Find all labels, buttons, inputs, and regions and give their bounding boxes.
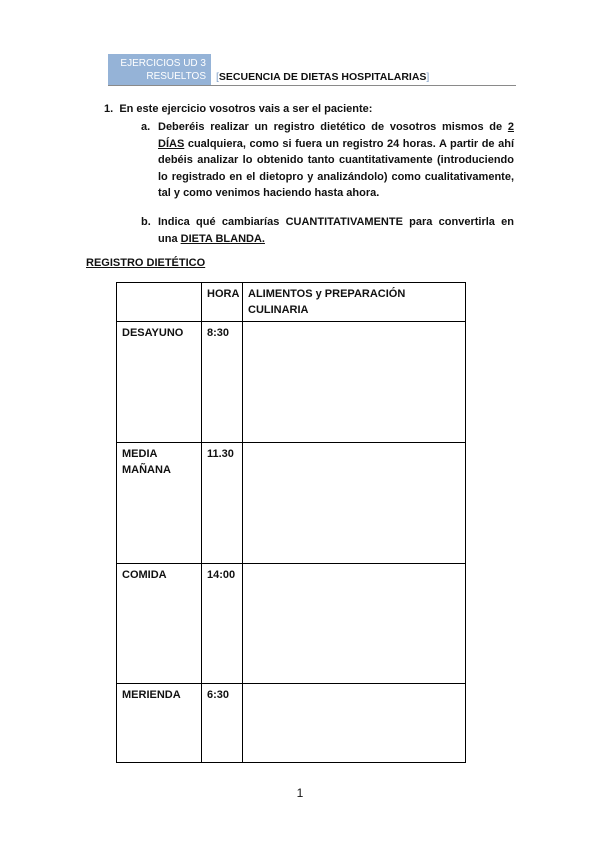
header-cell-meal	[117, 283, 202, 322]
header-box-line2: RESUELTOS	[146, 71, 206, 82]
foods-cell[interactable]	[243, 322, 466, 443]
header-box-line1: EJERCICIOS UD 3	[120, 58, 206, 69]
page-number: 1	[296, 786, 304, 800]
subquestion-a	[141, 119, 514, 202]
time-cell: 14:00	[202, 564, 243, 684]
table-header-row	[117, 283, 466, 322]
table-row	[117, 564, 466, 684]
time-cell: 8:30	[202, 322, 243, 443]
header-cell-time: HORA	[202, 283, 243, 322]
header-divider	[108, 85, 516, 86]
registro-title: REGISTRO DIETÉTICO	[86, 257, 206, 269]
question-1	[104, 101, 372, 117]
foods-cell[interactable]	[243, 684, 466, 763]
subquestion-a-highlight: 2 DÍAS	[158, 121, 514, 150]
table-row	[117, 684, 466, 763]
header-cell-foods: ALIMENTOS y PREPARACIÓN CULINARIA	[243, 283, 466, 322]
foods-cell[interactable]	[243, 443, 466, 564]
header-title-text: SECUENCIA DE DIETAS HOSPITALARIAS	[218, 71, 427, 83]
subquestion-b-highlight: DIETA BLANDA.	[180, 232, 265, 245]
subquestion-a-text-after: cualquiera, como si fuera un registro 24 horas. A partir de ahí debéis analizar lo obtenido tanto cuantitativamente (introduciendo lo registrado en el dietopro y analizándolo) como cualitativamente, tal y como venimos haciendo hasta ahora.	[158, 137, 514, 200]
subquestion-b	[141, 214, 514, 247]
question-1-number: 1.	[104, 103, 114, 115]
subquestion-b-text-before: Indica qué cambiarías CUANTITATIVAMENTE para convertirla en una	[158, 216, 514, 245]
time-cell: 6:30	[202, 684, 243, 763]
subquestion-a-text-before: Deberéis realizar un registro dietético de vosotros mismos de	[158, 121, 508, 133]
table-row	[117, 443, 466, 564]
meal-cell: MERIENDA	[117, 684, 202, 763]
foods-cell[interactable]	[243, 564, 466, 684]
header-section-box	[108, 54, 211, 85]
subquestion-b-label: b.	[141, 216, 151, 228]
meal-cell: MEDIA MAÑANA	[117, 443, 202, 564]
meal-cell: DESAYUNO	[117, 322, 202, 443]
meal-cell: COMIDA	[117, 564, 202, 684]
time-cell: 11.30	[202, 443, 243, 564]
bracket-open: [	[216, 71, 219, 83]
table-row	[117, 322, 466, 443]
registro-table	[116, 282, 466, 763]
question-1-text: En este ejercicio vosotros vais a ser el paciente:	[119, 103, 373, 115]
header-title	[216, 71, 429, 83]
bracket-close: ]	[426, 71, 430, 83]
subquestion-a-label: a.	[141, 121, 151, 133]
